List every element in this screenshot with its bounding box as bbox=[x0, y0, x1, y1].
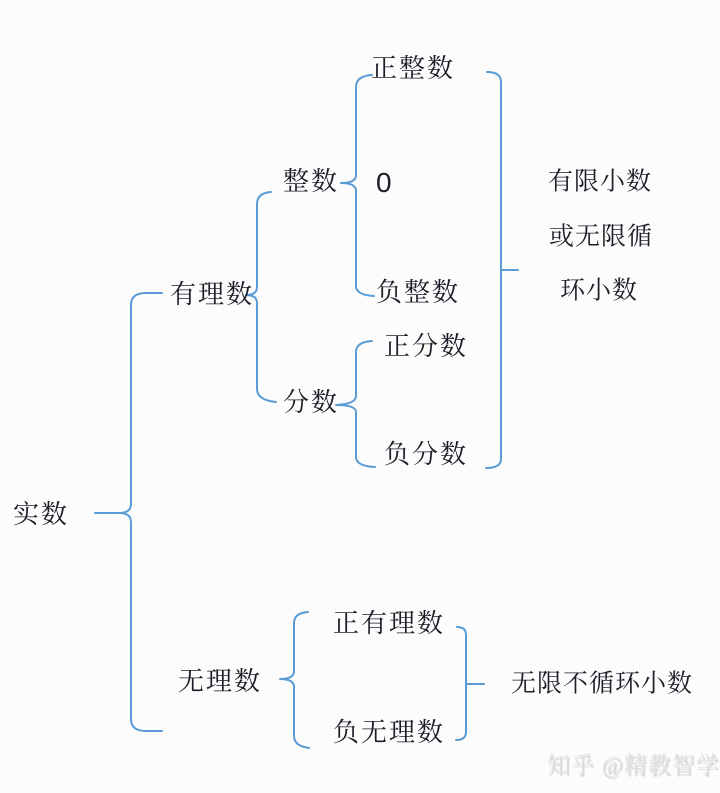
real-children-brace bbox=[119, 293, 162, 731]
integer-children-brace bbox=[341, 75, 374, 296]
fraction-children-brace bbox=[336, 341, 375, 467]
irrational-note-bracket bbox=[456, 627, 466, 740]
node-positive-irrational: 正有理数 bbox=[333, 609, 446, 638]
node-negative-integer: 负整数 bbox=[376, 278, 461, 307]
rational-decimal-note-line1: 有限小数 bbox=[548, 168, 653, 196]
node-rational: 有理数 bbox=[170, 280, 255, 309]
zhihu-watermark: 知乎 @精教智学 bbox=[547, 752, 720, 778]
node-zero: 0 bbox=[376, 167, 392, 198]
node-negative-irrational: 负无理数 bbox=[333, 718, 446, 747]
node-positive-integer: 正整数 bbox=[371, 54, 456, 83]
node-positive-fraction: 正分数 bbox=[384, 332, 469, 361]
rational-decimal-note-line3: 环小数 bbox=[560, 277, 639, 305]
rational-decimal-note-line2: 或无限循 bbox=[549, 223, 654, 251]
decimal-note-bracket bbox=[486, 72, 501, 468]
irrational-children-brace bbox=[280, 612, 309, 748]
node-fraction: 分数 bbox=[283, 388, 340, 417]
node-integer: 整数 bbox=[283, 167, 340, 196]
node-real: 实数 bbox=[13, 500, 70, 529]
node-irrational: 无理数 bbox=[178, 667, 263, 696]
irrational-decimal-note: 无限不循环小数 bbox=[511, 670, 694, 698]
node-negative-fraction: 负分数 bbox=[384, 440, 469, 469]
